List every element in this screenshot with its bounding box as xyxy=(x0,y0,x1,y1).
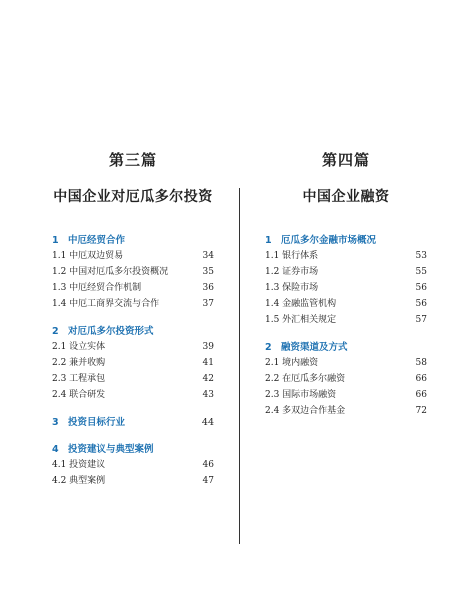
toc-section xyxy=(52,442,214,489)
toc-entry[interactable] xyxy=(265,280,427,296)
entry-label: 2.1 设立实体 xyxy=(52,342,106,352)
section-number: 1 xyxy=(52,235,59,246)
part-title: 中国企业融资 xyxy=(302,189,390,205)
entry-label: 2.3 国际市场融资 xyxy=(265,390,337,400)
page-number: 34 xyxy=(202,251,214,261)
entry-label: 1.2 证券市场 xyxy=(265,267,319,277)
entry-label: 1.2 中国对厄瓜多尔投资概况 xyxy=(52,267,169,277)
page-number: 47 xyxy=(202,476,214,486)
toc-entry[interactable] xyxy=(265,248,427,264)
toc-section xyxy=(52,415,214,430)
page-number: 43 xyxy=(202,390,214,400)
section-heading[interactable] xyxy=(265,233,427,248)
page-number: 46 xyxy=(202,460,214,470)
toc-entry[interactable] xyxy=(52,248,214,264)
entry-label: 2.1 境内融资 xyxy=(265,358,319,368)
section-number: 2 xyxy=(52,326,59,337)
section-heading[interactable] xyxy=(52,233,214,248)
section-title: 厄瓜多尔金融市场概况 xyxy=(281,235,377,246)
section-gap xyxy=(52,430,214,442)
toc-entry[interactable] xyxy=(52,280,214,296)
toc-entry[interactable] xyxy=(52,339,214,355)
page-number: 66 xyxy=(415,390,427,400)
entry-label: 2.2 兼并收购 xyxy=(52,358,106,368)
section-heading[interactable] xyxy=(265,340,427,355)
toc-entry[interactable] xyxy=(52,371,214,387)
page-number: 41 xyxy=(202,358,214,368)
entry-label: 2.4 联合研发 xyxy=(52,390,106,400)
page-number: 56 xyxy=(415,299,427,309)
column-divider xyxy=(239,188,240,544)
section-title: 投资目标行业 xyxy=(68,417,126,428)
entry-label: 1.5 外汇相关规定 xyxy=(265,315,337,325)
page-number: 66 xyxy=(415,374,427,384)
toc-entry[interactable] xyxy=(52,387,214,403)
entry-label: 1.1 中厄双边贸易 xyxy=(52,251,124,261)
page-number: 56 xyxy=(415,283,427,293)
part-title: 中国企业对厄瓜多尔投资 xyxy=(53,189,213,205)
page-number: 44 xyxy=(201,417,214,428)
part-heading: 第四篇 xyxy=(321,151,370,169)
toc-section xyxy=(52,233,214,312)
table-of-contents xyxy=(265,233,427,419)
toc-entry[interactable] xyxy=(52,473,214,489)
page-number: 42 xyxy=(202,374,214,384)
toc-entry[interactable] xyxy=(265,403,427,419)
page-number: 58 xyxy=(415,358,427,368)
toc-entry[interactable] xyxy=(265,387,427,403)
toc-entry[interactable] xyxy=(265,355,427,371)
section-gap xyxy=(52,312,214,324)
entry-label: 1.3 中厄经贸合作机制 xyxy=(52,283,142,293)
toc-entry[interactable] xyxy=(52,355,214,371)
toc-entry[interactable] xyxy=(52,264,214,280)
toc-section xyxy=(52,324,214,403)
table-of-contents xyxy=(52,233,214,489)
page-number: 53 xyxy=(415,251,427,261)
toc-entry[interactable] xyxy=(265,312,427,328)
section-number: 3 xyxy=(52,417,59,428)
entry-label: 2.3 工程承包 xyxy=(52,374,106,384)
toc-entry[interactable] xyxy=(265,371,427,387)
entry-label: 4.1 投资建议 xyxy=(52,460,106,470)
section-number: 2 xyxy=(265,342,272,353)
toc-section xyxy=(265,233,427,328)
page-number: 57 xyxy=(415,315,427,325)
page-number: 36 xyxy=(202,283,214,293)
toc-section xyxy=(265,340,427,419)
toc-entry[interactable] xyxy=(265,264,427,280)
toc-entry[interactable] xyxy=(52,457,214,473)
entry-label: 1.1 银行体系 xyxy=(265,251,319,261)
entry-label: 4.2 典型案例 xyxy=(52,476,106,486)
entry-label: 2.2 在厄瓜多尔融资 xyxy=(265,374,346,384)
section-number: 4 xyxy=(52,444,59,455)
part-heading: 第三篇 xyxy=(108,151,157,169)
page-number: 72 xyxy=(415,406,427,416)
section-gap xyxy=(265,328,427,340)
toc-entry[interactable] xyxy=(52,296,214,312)
section-heading[interactable] xyxy=(52,324,214,339)
entry-label: 1.4 金融监管机构 xyxy=(265,299,337,309)
section-title: 对厄瓜多尔投资形式 xyxy=(68,326,154,337)
page-number: 37 xyxy=(202,299,214,309)
page-number: 55 xyxy=(415,267,427,277)
section-title: 融资渠道及方式 xyxy=(281,342,348,353)
toc-entry[interactable] xyxy=(265,296,427,312)
section-gap xyxy=(52,403,214,415)
page-number: 35 xyxy=(202,267,214,277)
section-title: 中厄经贸合作 xyxy=(68,235,126,246)
entry-label: 1.3 保险市场 xyxy=(265,283,319,293)
section-number: 1 xyxy=(265,235,272,246)
section-title: 投资建议与典型案例 xyxy=(68,444,154,455)
section-heading[interactable] xyxy=(52,415,214,430)
entry-label: 1.4 中厄工商界交流与合作 xyxy=(52,299,160,309)
entry-label: 2.4 多双边合作基金 xyxy=(265,406,346,416)
page-number: 39 xyxy=(202,342,214,352)
section-heading[interactable] xyxy=(52,442,214,457)
